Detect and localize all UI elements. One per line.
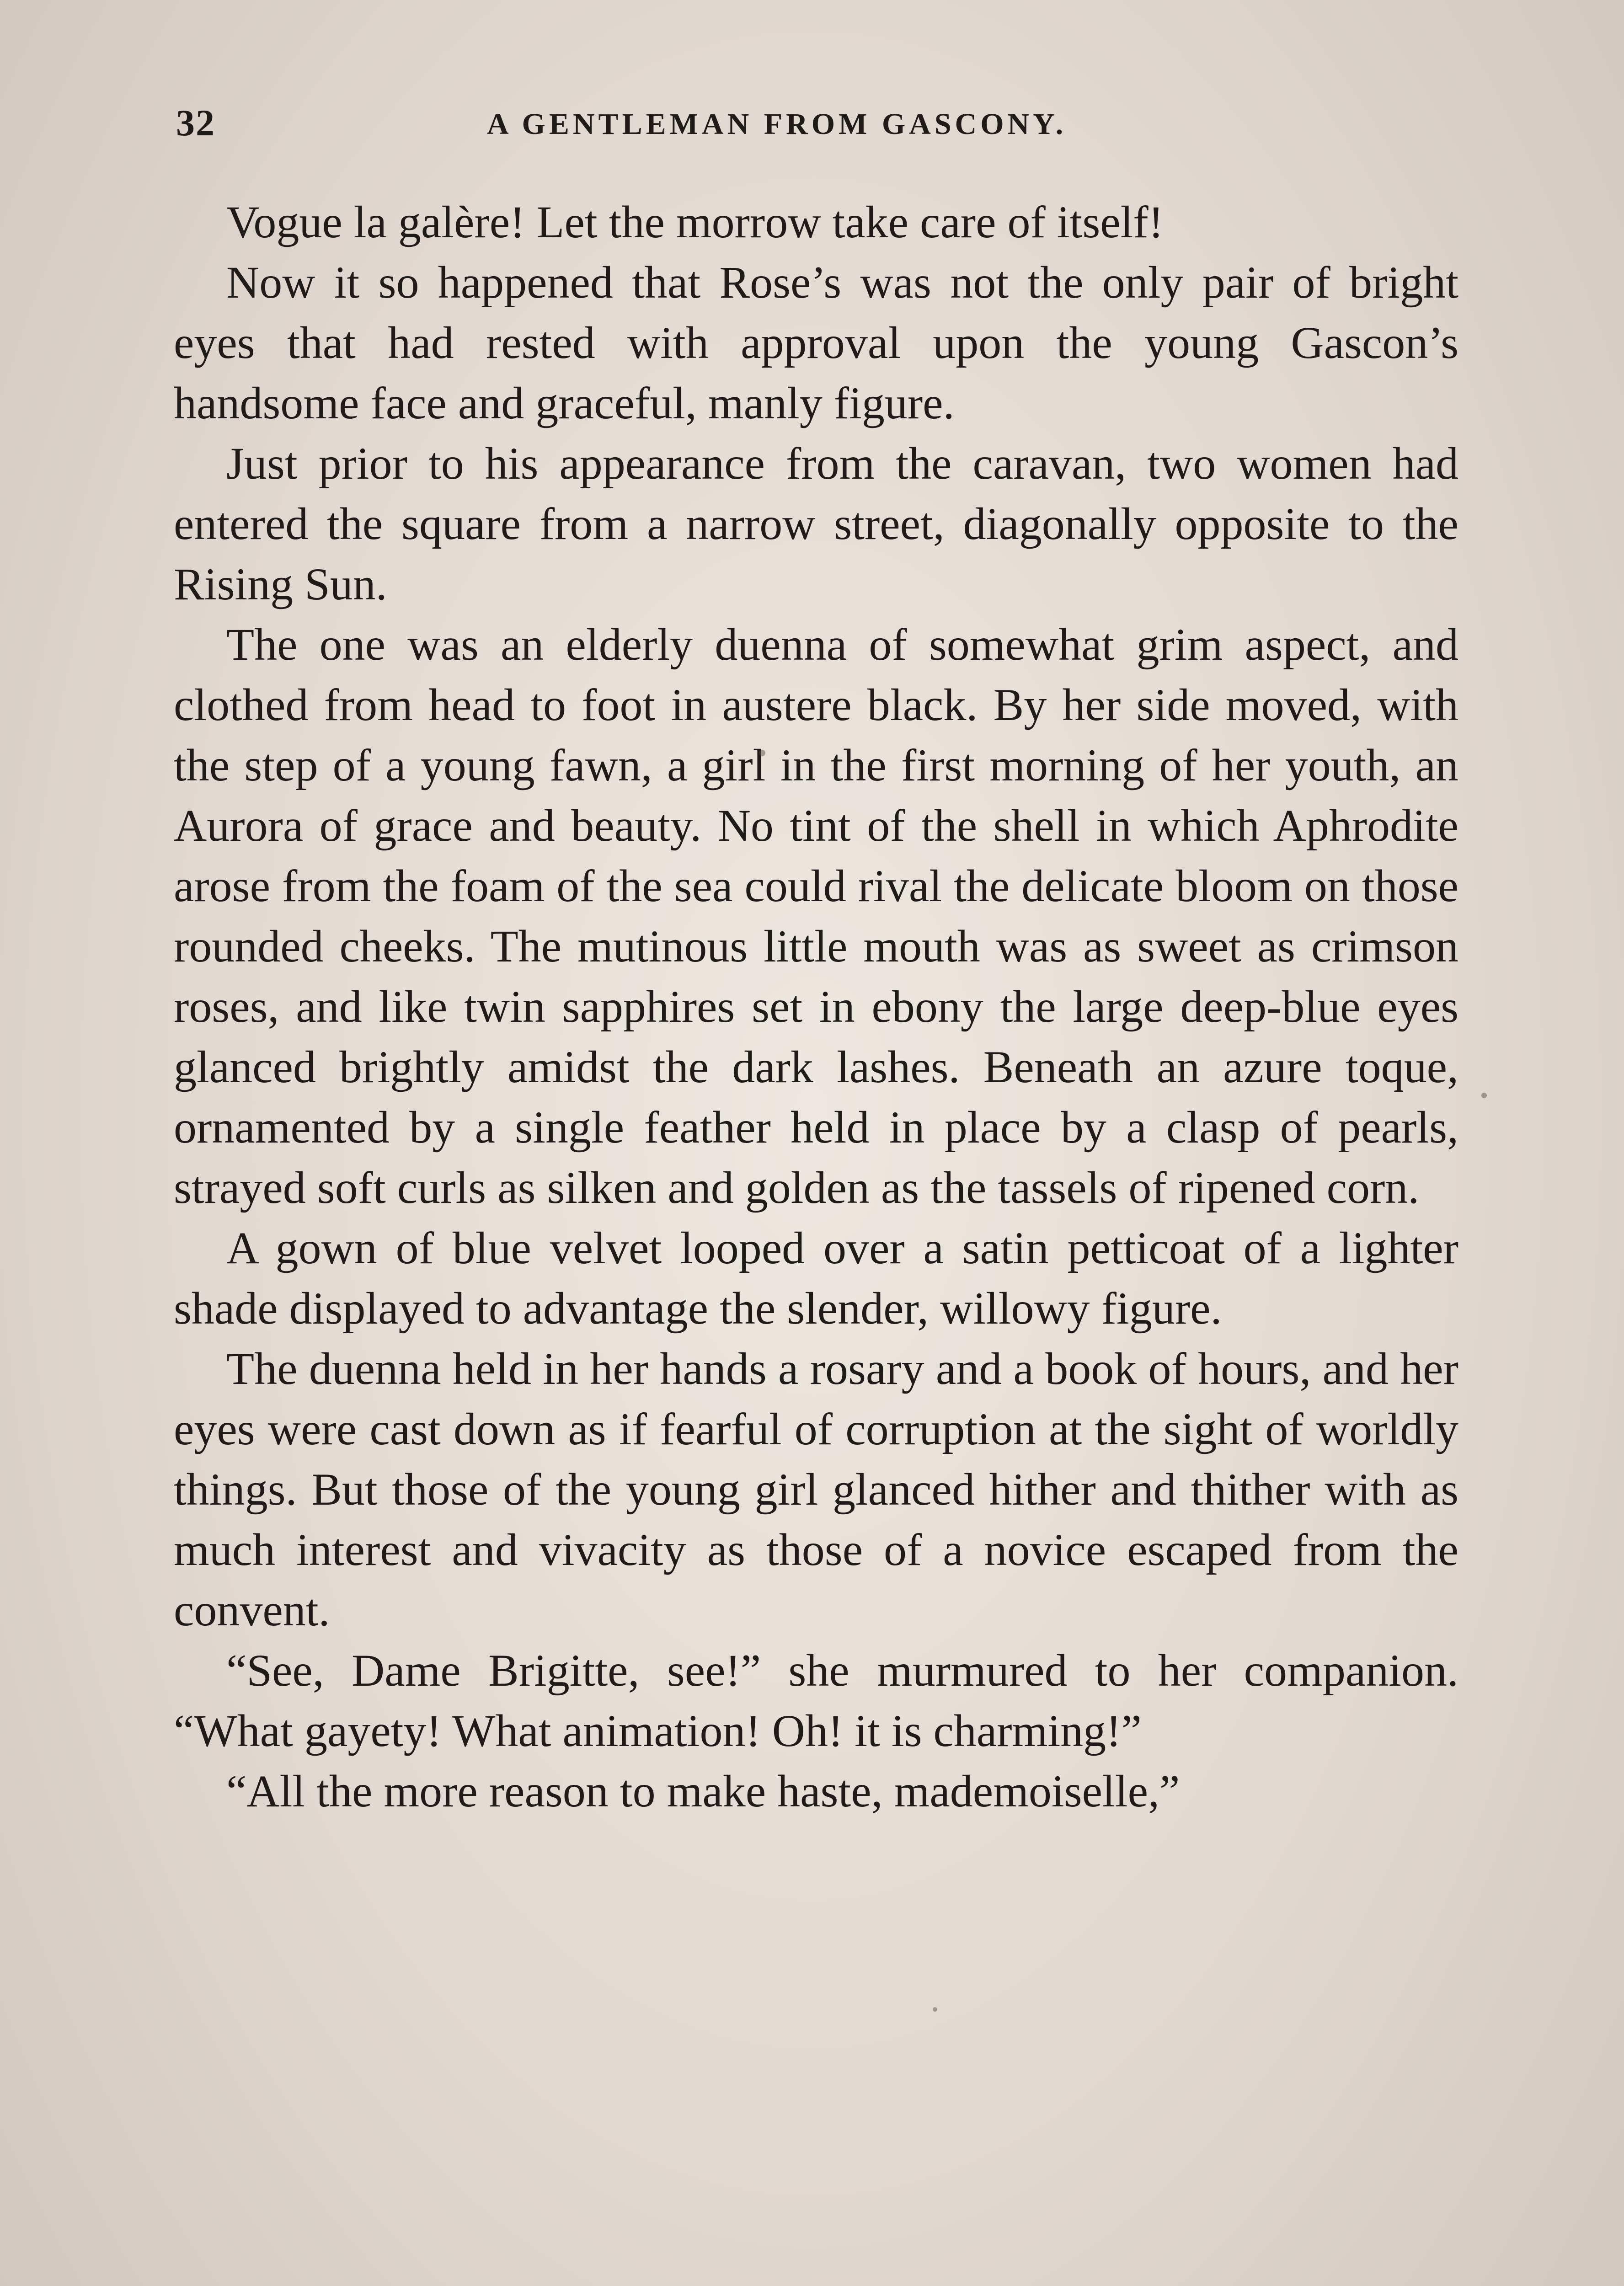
paper-speck bbox=[759, 750, 765, 756]
body-text bbox=[174, 192, 1458, 1821]
page-header bbox=[176, 101, 1456, 156]
paragraph: Just prior to his appearance from the caravan, two women had entered the square from a narrow street, diagonally opposite to the Rising Sun. bbox=[174, 438, 1458, 609]
paragraph: Vogue la galère! Let the morrow take care of itself! bbox=[226, 197, 1164, 247]
paper-speck bbox=[1481, 1093, 1487, 1098]
paragraph: The duenna held in her hands a rosary and a book of hours, and her eyes were cast down as if fearful of corruption at the sight of worldly things. But those of the young girl glanced hither and thither with as much interest and vivacity as those of a novice escaped from the convent. bbox=[174, 1343, 1458, 1635]
paragraph: “All the more reason to make haste, mademoiselle,” bbox=[226, 1766, 1180, 1816]
paragraph: A gown of blue velvet looped over a satin petticoat of a lighter shade displayed to advantage the slender, willowy figure. bbox=[174, 1223, 1458, 1334]
paragraph: Now it so happened that Rose’s was not the only pair of bright eyes that had rested with approval upon the young Gascon’s handsome face and graceful, manly figure. bbox=[174, 257, 1458, 428]
paragraph: The one was an elderly duenna of somewhat grim aspect, and clothed from head to foot in austere black. By her side moved, with the step of a young fawn, a girl in the first morning of her youth, an Aurora of grace and beauty. No tint of the shell in which Aphrodite arose from the foam of the sea could rival the delicate bloom on those rounded cheeks. The mutinous little mouth was as sweet as crimson roses, and like twin sapphires set in ebony the large deep-blue eyes glanced brightly amidst the dark lashes. Beneath an azure toque, ornamented by a single feather held in place by a clasp of pearls, strayed soft curls as silken and golden as the tassels of ripened corn. bbox=[174, 619, 1458, 1213]
page-number: 32 bbox=[176, 102, 215, 144]
paragraph: “See, Dame Brigitte, see!” she murmured to her companion. “What gayety! What animation! Oh! it is charming!” bbox=[174, 1645, 1458, 1756]
running-title: A GENTLEMAN FROM GASCONY. bbox=[487, 107, 1067, 141]
paper-speck bbox=[933, 2007, 937, 2012]
